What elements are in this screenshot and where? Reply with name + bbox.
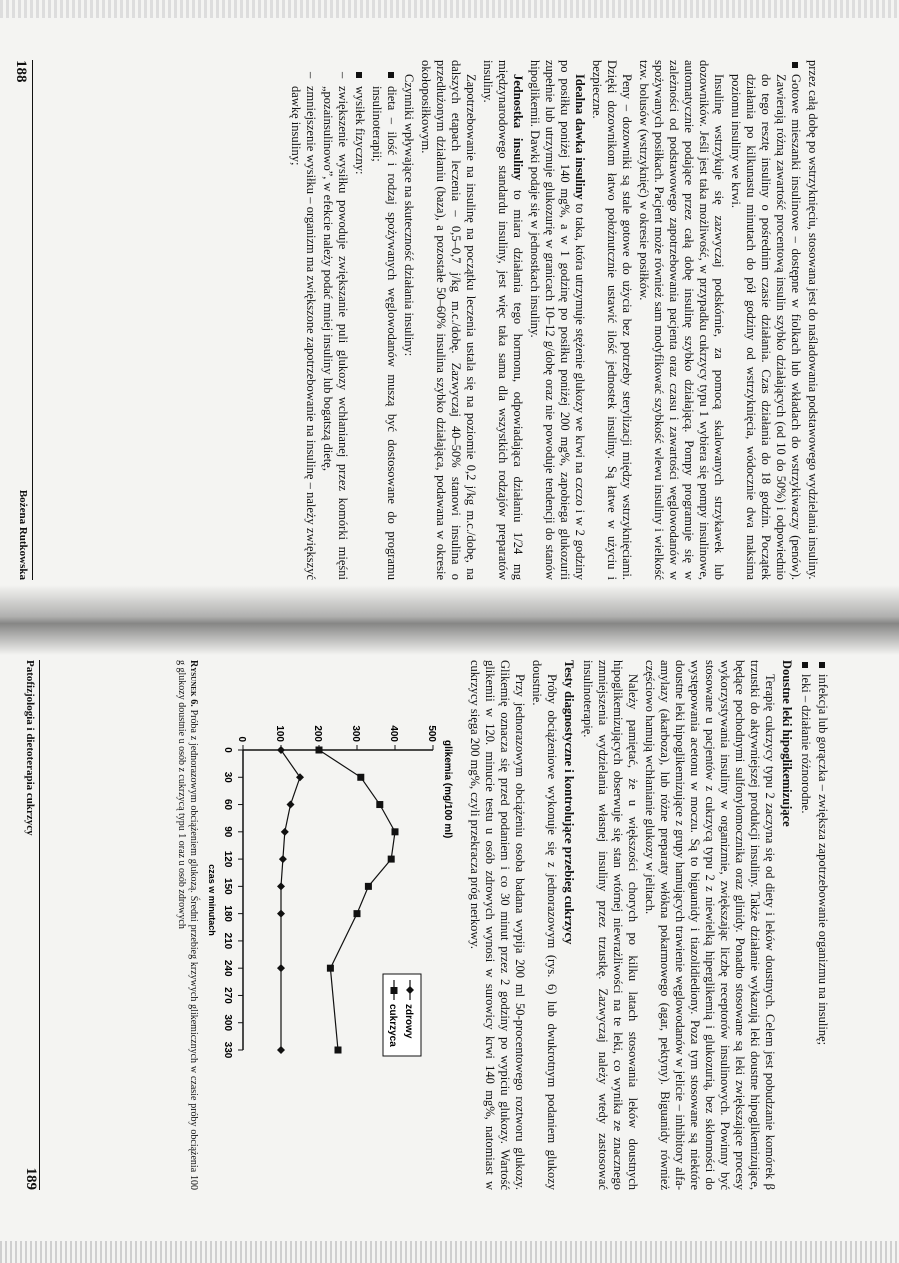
x-tick-label: 150: [222, 878, 233, 895]
data-point-cukrzyca: [354, 910, 361, 917]
author: Bożena Rutkowska: [17, 489, 29, 580]
running-head: Patofizjologia i dietoterapia cukrzycy: [24, 660, 36, 836]
term-text: to miara działania tego hormonu, odpowiadająca działaniu 1/24 mg międzynarodowego standardu insuliny, jest więc taka sama dla wszystkich rodzajów preparatów insuliny.: [481, 60, 525, 580]
section-heading: Testy diagnostyczne i kontrolujące przebieg cukrzycy: [562, 660, 576, 945]
data-point-zdrowy: [277, 910, 285, 918]
data-point-cukrzyca: [392, 828, 399, 835]
paragraph: Czynniki wpływające na skuteczność działania insuliny:: [402, 74, 416, 357]
x-tick-label: 180: [222, 905, 233, 922]
x-tick-label: 60: [222, 798, 233, 811]
page-number: 189: [23, 1167, 39, 1190]
data-point-zdrowy: [277, 964, 285, 972]
data-point-cukrzyca: [316, 747, 323, 754]
chart-svg: [201, 700, 461, 1120]
glycemia-chart: [201, 700, 461, 1120]
x-tick-label: 90: [222, 826, 233, 838]
data-point-cukrzyca: [335, 1047, 342, 1054]
page-189-text: [175, 660, 830, 1190]
term: Idealna dawka insuliny: [573, 74, 587, 200]
term-text: to taka, która utrzymuje stężenie glukozy we krwi na czczo i w 2 godziny po posiłku poniżej 140 mg%, a w 1 godzinę po posiłku poniżej 200 mg%, zapobiega glukozurii zupełnie lub utrzymuje glukozurię w granicach 10–12 g/dobę oraz nie powoduje tendencji do stanów hipoglikemii. Dawki podaje się w jednostkach insuliny.: [528, 60, 587, 580]
scan-edge-bottom: [0, 1241, 899, 1263]
paragraph: Przy jednorazowym obciążeniu osoba badana wypija 200 ml 50-procentowego roztworu glukozy. Glikemię oznacza się przed podaniem i co 30 minut przez 2 godziny po wypiciu glukozy. Wartość glikemii w 120. minucie testu u osób zdrowych wynosi w surowicy krwi 140 mg%, natomiast w cukrzycy sięga 200 mg%, czyli przekracza próg nerkowy.: [468, 660, 527, 1190]
dash-item: – zwiększenie wysiłku powoduje zwiększanie puli glukozy wchłanianej przez komórki mięśni „pozainsulinowo”, w efekcie należy podać mniej insuliny lub bogatszą dietę,: [320, 60, 350, 580]
data-point-zdrowy: [277, 1046, 285, 1054]
caption-text: Próba z jednorazowym obciążeniem glukozą. Średni przebieg krzywych glikemicznych w czasie próby obciążenia 100 g glukozy doustnie u osób z cukrzycą typu 1 oraz u osób zdrowych: [176, 660, 199, 1190]
paragraph: [527, 60, 587, 580]
data-point-zdrowy: [281, 828, 289, 836]
x-axis-label: czas w minutach: [207, 864, 217, 936]
legend-marker-cukrzyca: [391, 987, 398, 994]
data-point-cukrzyca: [365, 883, 372, 890]
section-heading: Doustne leki hipoglikemizujące: [780, 660, 794, 827]
book-fold-shadow: [0, 585, 899, 655]
page-189: [23, 660, 830, 1190]
dash-item: – zmniejszenie wysiłku – organizm ma zwiększone zapotrzebowanie na insulinę – należy zwiększyć dawkę insuliny;: [288, 60, 318, 580]
data-point-cukrzyca: [376, 801, 383, 808]
series-line-zdrowy: [281, 750, 300, 1050]
x-tick-label: 210: [222, 932, 233, 950]
x-tick-label: 270: [222, 987, 233, 1004]
x-tick-label: 300: [222, 1014, 233, 1032]
y-axis-label: glikemia (mg/100 ml): [442, 740, 453, 839]
bullet-item: infekcja lub gorączka – zwiększa zapotrzebowanie organizmu na insulinę;: [815, 660, 830, 1190]
data-point-zdrowy: [279, 855, 287, 863]
x-tick-label: 240: [222, 959, 233, 977]
data-point-cukrzyca: [388, 856, 395, 863]
y-tick-label: 100: [274, 725, 285, 742]
y-tick-label: 500: [426, 725, 437, 742]
caption-label: Rysunek 6.: [188, 660, 199, 707]
data-point-cukrzyca: [327, 965, 334, 972]
y-tick-label: 300: [350, 725, 361, 742]
paragraph: Terapię cukrzycy typu 2 zaczyna się od diety i leków doustnych. Celem jest pobudzanie komórek β trzustki do aktywniejszej produkcji insuliny. Także działanie wykazują leki doustne hipoglikemizujące, będące pochodnymi sulfonylomocznika oraz glinidy. Ponadto stosowane są leki zwiększające procesy wykorzystywania insuliny w organizmie, zwiększając liczbę receptorów insulinowych. Powinny być stosowane u pacjentów z cukrzycą typu 2 z niewielką hiperglikemią i glukozurią, bez skłonności do występowania acetonu w moczu. Są to biguanidy i tiazolidiediony. Poza tym stosowane są niektóre doustne leki hipoglikemizujące z grupy hamujących trawienie węglowodanów w jelicie – inhibitory alfa-amylazy (akarboza), lub różne preparaty włókna pokarmowego (agar, pektyny). Biguanidy również częściowo hamują wchłanianie glukozy w jelitach.: [643, 660, 777, 1190]
y-tick-label: 200: [312, 725, 323, 742]
paragraph: przez całą dobę po wstrzyknięciu, stosowana jest do naśladowania podstawowego wydzielania insuliny.: [806, 60, 820, 580]
data-point-zdrowy: [287, 801, 295, 809]
x-tick-label: 330: [222, 1041, 233, 1059]
x-tick-label: 0: [222, 747, 233, 753]
page-footer: [24, 660, 40, 1190]
data-point-zdrowy: [277, 746, 285, 754]
y-tick-label: 0: [236, 736, 247, 742]
x-tick-label: 30: [222, 771, 233, 783]
paragraph: [480, 60, 525, 580]
scan-edge-top: [0, 0, 899, 18]
page-188: [13, 60, 820, 580]
paragraph: Peny – dozowniki są stale gotowe do użycia bez potrzeby sterylizacji między wstrzyknięciami. Dzięki dozownikom łatwo położnutcznie ustawić ilość jednostek insuliny. Są łatwe w użyciu i bezpieczne.: [590, 60, 634, 580]
paragraph: Insulinę wstrzykuje się zazwyczaj podskórnie, za pomocą skalowanych strzykawek lub dozowników. Jeśli jest taka możliwość, w przypadku cukrzycy typu 1 wybiera się pompy insulinowe, automatycznie podające przez całą dobę insulinę szybko działającą. Pompy programuje się w zależności od podstawowego zapotrzebowania pacjenta oraz czasu i zawartości węglowodanów w spożywanych posiłkach. Pacjent może również sam modyfikować szybkość wlewu insuliny i wielkość tzw. bolusów (wstrzyknięć) w okresie posiłków.: [637, 60, 726, 580]
bullet-item: Gotowe mieszanki insulinowe – dostępne w fiolkach lub wkładach do wstrzykiwaczy (penów). Zawierają różną zawartość procentową insulin szybko działających (od 10 do 50%) i odpowiednio do tego resztę insuliny o pośrednim czasie działania. Czas działania do 18 godzin. Początek działania po kilkunastu minutach do pół godziny od wstrzyknięcia, wódocznie dwa maksima poziomu insuliny we krwi.: [728, 60, 803, 580]
data-point-cukrzyca: [357, 774, 364, 781]
page-188-text: [288, 60, 820, 580]
square-bullet: wysiłek fizyczny:: [352, 60, 367, 580]
data-point-zdrowy: [296, 773, 304, 781]
data-point-zdrowy: [277, 882, 285, 890]
bullet-item: leki – działanie różnorodne.: [798, 660, 813, 1190]
figure-caption: [175, 660, 199, 1190]
page-footer: [12, 60, 33, 580]
x-tick-label: 120: [222, 850, 233, 868]
paragraph: Zapotrzebowanie na insulinę na początku leczenia ustala się na poziomie 0,2 j/kg m.c./dobę, na dalszych etapach leczenia – 0,5–0,7 j/kg m.c./dobę. Zazwyczaj 40–50% stanowi insulina o przedłużonym działaniu (baza), a pozostałe 50–60% insulina szybko działająca, podawana w okresie okołoposiłkowym.: [419, 60, 478, 580]
page-number: 188: [13, 60, 29, 83]
legend-label-cukrzyca: cukrzyca: [387, 1004, 398, 1047]
term: Jednostka insuliny: [511, 74, 525, 181]
square-bullet: dieta – ilość i rodzaj spożywanych węglowodanów muszą być dostosowane do programu insulinoterapii;: [369, 60, 399, 580]
paragraph: Należy pamiętać, że u większości chorych po kilku latach stosowania leków doustnych hipoglikemizujących obserwuje się stan wtórnej niewrażliwości na te leki, co wynika ze znacznego zmniejszenia wydzielania własnej insuliny przez trzustkę. Zazwyczaj należy wtedy zastosować insulinoterapię.: [581, 660, 640, 1190]
paragraph: Próby obciążeniowe wykonuje się z jednorazowym (rys. 6) lub dwukrotnym podaniem glukozy doustnie.: [530, 660, 559, 1190]
legend-label-zdrowy: zdrowy: [403, 1004, 414, 1039]
y-tick-label: 400: [388, 725, 399, 742]
